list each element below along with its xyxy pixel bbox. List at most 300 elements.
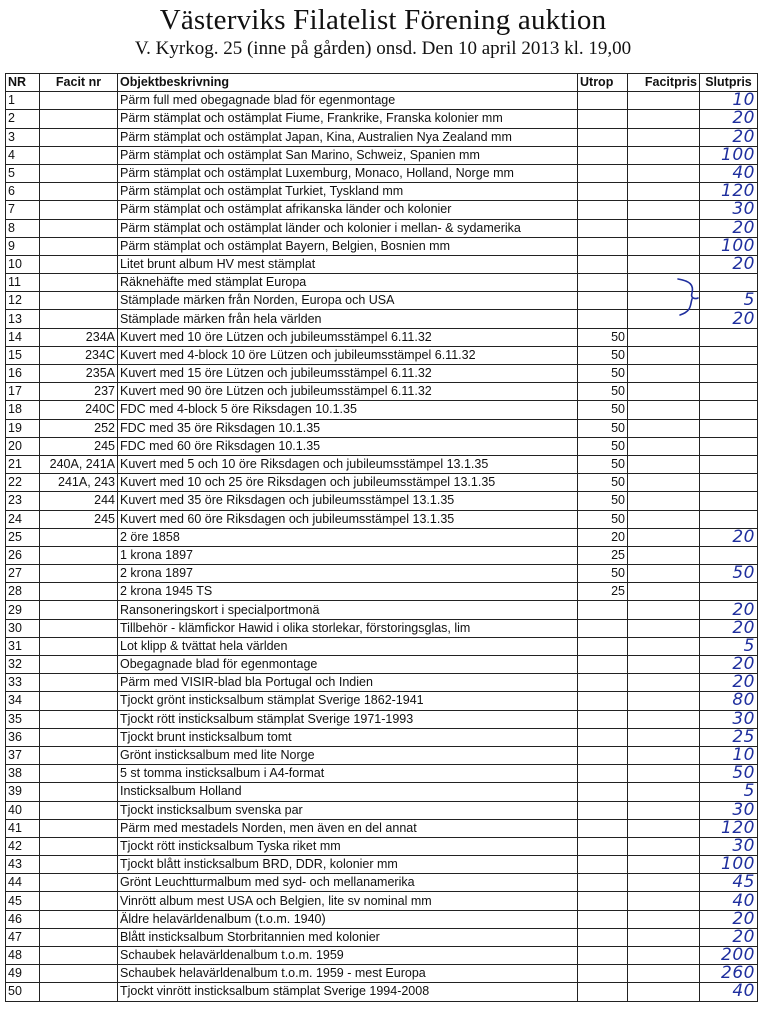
cell-facit-nr xyxy=(40,874,118,892)
cell-facitpris xyxy=(628,419,700,437)
cell-objektbeskrivning: Stämplade märken från hela världen xyxy=(118,310,578,328)
table-row xyxy=(6,928,758,946)
cell-objektbeskrivning: 2 krona 1897 xyxy=(118,565,578,583)
cell-nr: 21 xyxy=(6,455,40,473)
cell-facit-nr: 245 xyxy=(40,437,118,455)
cell-facitpris xyxy=(628,474,700,492)
cell-nr: 49 xyxy=(6,965,40,983)
cell-nr: 16 xyxy=(6,365,40,383)
cell-facitpris xyxy=(628,619,700,637)
cell-utrop xyxy=(578,928,628,946)
cell-nr: 38 xyxy=(6,765,40,783)
cell-facitpris xyxy=(628,874,700,892)
cell-facitpris xyxy=(628,274,700,292)
cell-utrop xyxy=(578,947,628,965)
cell-nr: 39 xyxy=(6,783,40,801)
cell-nr: 41 xyxy=(6,819,40,837)
cell-objektbeskrivning: Ransoneringskort i specialportmonä xyxy=(118,601,578,619)
cell-objektbeskrivning: Grönt insticksalbum med lite Norge xyxy=(118,746,578,764)
cell-utrop xyxy=(578,92,628,110)
cell-objektbeskrivning: Pärm stämplat och ostämplat Fiume, Frankrike, Franska kolonier mm xyxy=(118,110,578,128)
cell-utrop xyxy=(578,856,628,874)
table-row xyxy=(6,728,758,746)
table-row xyxy=(6,255,758,273)
cell-objektbeskrivning: Pärm full med obegagnade blad för egenmontage xyxy=(118,92,578,110)
cell-utrop xyxy=(578,728,628,746)
cell-objektbeskrivning: Kuvert med 15 öre Lützen och jubileumsstämpel 6.11.32 xyxy=(118,365,578,383)
cell-facitpris xyxy=(628,983,700,1001)
cell-facitpris xyxy=(628,492,700,510)
table-row xyxy=(6,274,758,292)
cell-facit-nr xyxy=(40,546,118,564)
cell-slutpris-handwritten: 80 xyxy=(700,692,758,710)
table-row xyxy=(6,546,758,564)
cell-facitpris xyxy=(628,728,700,746)
cell-facitpris xyxy=(628,692,700,710)
cell-facitpris xyxy=(628,746,700,764)
cell-facit-nr: 252 xyxy=(40,419,118,437)
cell-facitpris xyxy=(628,365,700,383)
cell-utrop xyxy=(578,292,628,310)
table-row xyxy=(6,983,758,1001)
cell-facit-nr xyxy=(40,274,118,292)
cell-facit-nr xyxy=(40,164,118,182)
cell-facitpris xyxy=(628,383,700,401)
cell-facit-nr xyxy=(40,746,118,764)
table-row xyxy=(6,164,758,182)
table-row xyxy=(6,92,758,110)
table-row xyxy=(6,856,758,874)
cell-facitpris xyxy=(628,928,700,946)
cell-objektbeskrivning: 2 krona 1945 TS xyxy=(118,583,578,601)
cell-objektbeskrivning: Litet brunt album HV mest stämplat xyxy=(118,255,578,273)
cell-objektbeskrivning: Blått insticksalbum Storbritannien med kolonier xyxy=(118,928,578,946)
cell-nr: 10 xyxy=(6,255,40,273)
cell-slutpris-handwritten xyxy=(700,583,758,601)
cell-slutpris-handwritten: 30 xyxy=(700,801,758,819)
cell-nr: 45 xyxy=(6,892,40,910)
cell-utrop xyxy=(578,801,628,819)
cell-slutpris-handwritten xyxy=(700,419,758,437)
cell-facitpris xyxy=(628,710,700,728)
table-row xyxy=(6,619,758,637)
cell-objektbeskrivning: Kuvert med 35 öre Riksdagen och jubileumsstämpel 13.1.35 xyxy=(118,492,578,510)
cell-utrop: 50 xyxy=(578,455,628,473)
cell-nr: 13 xyxy=(6,310,40,328)
cell-objektbeskrivning: Tjockt grönt insticksalbum stämplat Sverige 1862-1941 xyxy=(118,692,578,710)
cell-facit-nr xyxy=(40,892,118,910)
cell-utrop xyxy=(578,674,628,692)
cell-slutpris-handwritten: 50 xyxy=(700,565,758,583)
cell-facitpris xyxy=(628,837,700,855)
cell-utrop xyxy=(578,201,628,219)
cell-facit-nr xyxy=(40,983,118,1001)
cell-objektbeskrivning: FDC med 60 öre Riksdagen 10.1.35 xyxy=(118,437,578,455)
cell-facitpris xyxy=(628,92,700,110)
table-row xyxy=(6,492,758,510)
cell-nr: 7 xyxy=(6,201,40,219)
cell-slutpris-handwritten xyxy=(700,437,758,455)
table-row xyxy=(6,419,758,437)
cell-nr: 4 xyxy=(6,146,40,164)
cell-utrop xyxy=(578,128,628,146)
cell-facit-nr xyxy=(40,237,118,255)
cell-facit-nr xyxy=(40,292,118,310)
cell-facitpris xyxy=(628,128,700,146)
cell-nr: 24 xyxy=(6,510,40,528)
table-row xyxy=(6,183,758,201)
cell-facit-nr xyxy=(40,619,118,637)
cell-facit-nr: 234A xyxy=(40,328,118,346)
cell-slutpris-handwritten xyxy=(700,455,758,473)
cell-facitpris xyxy=(628,237,700,255)
table-row xyxy=(6,746,758,764)
table-row xyxy=(6,801,758,819)
cell-objektbeskrivning: Obegagnade blad för egenmontage xyxy=(118,656,578,674)
cell-facit-nr xyxy=(40,146,118,164)
cell-facitpris xyxy=(628,346,700,364)
cell-objektbeskrivning: Lot klipp & tvättat hela världen xyxy=(118,637,578,655)
cell-utrop: 50 xyxy=(578,437,628,455)
cell-facitpris xyxy=(628,892,700,910)
cell-utrop: 25 xyxy=(578,546,628,564)
cell-facit-nr xyxy=(40,92,118,110)
page-subtitle: V. Kyrkog. 25 (inne på gården) onsd. Den 10 april 2013 kl. 19,00 xyxy=(134,38,632,59)
cell-nr: 27 xyxy=(6,565,40,583)
cell-facitpris xyxy=(628,783,700,801)
cell-objektbeskrivning: Tjockt insticksalbum svenska par xyxy=(118,801,578,819)
table-row xyxy=(6,601,758,619)
cell-slutpris-handwritten: 25 xyxy=(700,728,758,746)
table-row xyxy=(6,819,758,837)
cell-facitpris xyxy=(628,328,700,346)
cell-slutpris-handwritten: 30 xyxy=(700,710,758,728)
table-row xyxy=(6,474,758,492)
cell-utrop xyxy=(578,765,628,783)
cell-utrop xyxy=(578,183,628,201)
cell-utrop xyxy=(578,219,628,237)
cell-utrop xyxy=(578,110,628,128)
table-row xyxy=(6,292,758,310)
table-row xyxy=(6,656,758,674)
cell-slutpris-handwritten: 30 xyxy=(700,201,758,219)
cell-facit-nr: 237 xyxy=(40,383,118,401)
cell-facit-nr xyxy=(40,819,118,837)
cell-facit-nr: 234C xyxy=(40,346,118,364)
cell-objektbeskrivning: Insticksalbum Holland xyxy=(118,783,578,801)
cell-slutpris-handwritten: 260 xyxy=(700,965,758,983)
cell-utrop: 50 xyxy=(578,401,628,419)
cell-slutpris-handwritten: 40 xyxy=(700,164,758,182)
cell-utrop: 20 xyxy=(578,528,628,546)
table-row xyxy=(6,783,758,801)
cell-utrop xyxy=(578,892,628,910)
cell-utrop: 50 xyxy=(578,383,628,401)
cell-nr: 26 xyxy=(6,546,40,564)
cell-objektbeskrivning: Pärm stämplat och ostämplat afrikanska länder och kolonier xyxy=(118,201,578,219)
cell-objektbeskrivning: Pärm stämplat och ostämplat Japan, Kina, Australien Nya Zealand mm xyxy=(118,128,578,146)
cell-nr: 8 xyxy=(6,219,40,237)
cell-nr: 43 xyxy=(6,856,40,874)
cell-objektbeskrivning: Tjockt rött insticksalbum stämplat Sverige 1971-1993 xyxy=(118,710,578,728)
cell-nr: 5 xyxy=(6,164,40,182)
cell-facitpris xyxy=(628,674,700,692)
table-row xyxy=(6,910,758,928)
cell-objektbeskrivning: Tillbehör - klämfickor Hawid i olika storlekar, förstoringsglas, lim xyxy=(118,619,578,637)
cell-utrop xyxy=(578,910,628,928)
cell-facit-nr xyxy=(40,910,118,928)
table-row xyxy=(6,146,758,164)
table-row xyxy=(6,583,758,601)
column-header-utrop: Utrop xyxy=(578,74,628,92)
cell-nr: 32 xyxy=(6,656,40,674)
cell-facit-nr xyxy=(40,310,118,328)
table-row xyxy=(6,528,758,546)
cell-facitpris xyxy=(628,310,700,328)
cell-facitpris xyxy=(628,565,700,583)
cell-objektbeskrivning: Kuvert med 10 öre Lützen och jubileumsstämpel 6.11.32 xyxy=(118,328,578,346)
cell-objektbeskrivning: FDC med 4-block 5 öre Riksdagen 10.1.35 xyxy=(118,401,578,419)
cell-facitpris xyxy=(628,201,700,219)
table-row xyxy=(6,401,758,419)
cell-nr: 1 xyxy=(6,92,40,110)
cell-nr: 22 xyxy=(6,474,40,492)
cell-facit-nr xyxy=(40,947,118,965)
cell-facit-nr xyxy=(40,728,118,746)
cell-facitpris xyxy=(628,765,700,783)
cell-utrop xyxy=(578,637,628,655)
cell-nr: 37 xyxy=(6,746,40,764)
cell-slutpris-handwritten: 100 xyxy=(700,237,758,255)
cell-objektbeskrivning: Vinrött album mest USA och Belgien, lite sv nominal mm xyxy=(118,892,578,910)
cell-slutpris-handwritten: 120 xyxy=(700,819,758,837)
cell-utrop xyxy=(578,983,628,1001)
cell-nr: 48 xyxy=(6,947,40,965)
cell-nr: 17 xyxy=(6,383,40,401)
auction-table xyxy=(5,73,758,1002)
cell-slutpris-handwritten xyxy=(700,401,758,419)
column-header-facitpris: Facitpris xyxy=(628,74,700,92)
cell-facitpris xyxy=(628,183,700,201)
cell-facit-nr: 235A xyxy=(40,365,118,383)
table-header-row xyxy=(6,74,758,92)
cell-utrop xyxy=(578,710,628,728)
cell-facit-nr xyxy=(40,219,118,237)
cell-slutpris-handwritten: 45 xyxy=(700,874,758,892)
cell-objektbeskrivning: Pärm stämplat och ostämplat Luxemburg, Monaco, Holland, Norge mm xyxy=(118,164,578,182)
cell-facitpris xyxy=(628,219,700,237)
cell-slutpris-handwritten: 20 xyxy=(700,310,758,328)
cell-utrop: 50 xyxy=(578,346,628,364)
cell-nr: 34 xyxy=(6,692,40,710)
cell-facitpris xyxy=(628,437,700,455)
cell-objektbeskrivning: Pärm stämplat och ostämplat San Marino, Schweiz, Spanien mm xyxy=(118,146,578,164)
cell-nr: 2 xyxy=(6,110,40,128)
cell-objektbeskrivning: Tjockt blått insticksalbum BRD, DDR, kolonier mm xyxy=(118,856,578,874)
cell-facit-nr xyxy=(40,801,118,819)
table-row xyxy=(6,637,758,655)
cell-nr: 15 xyxy=(6,346,40,364)
cell-nr: 33 xyxy=(6,674,40,692)
cell-facit-nr xyxy=(40,710,118,728)
cell-facit-nr xyxy=(40,201,118,219)
cell-objektbeskrivning: Pärm med mestadels Norden, men även en del annat xyxy=(118,819,578,837)
table-row xyxy=(6,328,758,346)
cell-facit-nr: 245 xyxy=(40,510,118,528)
cell-facit-nr xyxy=(40,528,118,546)
cell-objektbeskrivning: Kuvert med 4-block 10 öre Lützen och jubileumsstämpel 6.11.32 xyxy=(118,346,578,364)
cell-nr: 30 xyxy=(6,619,40,637)
cell-slutpris-handwritten xyxy=(700,365,758,383)
cell-facit-nr xyxy=(40,183,118,201)
cell-slutpris-handwritten xyxy=(700,328,758,346)
cell-facitpris xyxy=(628,292,700,310)
cell-utrop xyxy=(578,274,628,292)
cell-facitpris xyxy=(628,637,700,655)
cell-facitpris xyxy=(628,965,700,983)
cell-slutpris-handwritten: 10 xyxy=(700,92,758,110)
table-row xyxy=(6,310,758,328)
cell-facit-nr xyxy=(40,110,118,128)
cell-objektbeskrivning: Pärm stämplat och ostämplat Bayern, Belgien, Bosnien mm xyxy=(118,237,578,255)
cell-objektbeskrivning: Kuvert med 90 öre Lützen och jubileumsstämpel 6.11.32 xyxy=(118,383,578,401)
cell-facit-nr: 241A, 243 xyxy=(40,474,118,492)
cell-utrop: 50 xyxy=(578,565,628,583)
cell-facit-nr xyxy=(40,565,118,583)
cell-objektbeskrivning: Stämplade märken från Norden, Europa och USA xyxy=(118,292,578,310)
cell-objektbeskrivning: Grönt Leuchtturmalbum med syd- och mellanamerika xyxy=(118,874,578,892)
cell-utrop xyxy=(578,783,628,801)
table-row xyxy=(6,947,758,965)
cell-utrop xyxy=(578,965,628,983)
cell-nr: 35 xyxy=(6,710,40,728)
cell-slutpris-handwritten xyxy=(700,383,758,401)
cell-nr: 40 xyxy=(6,801,40,819)
cell-nr: 23 xyxy=(6,492,40,510)
cell-objektbeskrivning: Kuvert med 5 och 10 öre Riksdagen och jubileumsstämpel 13.1.35 xyxy=(118,455,578,473)
cell-objektbeskrivning: 1 krona 1897 xyxy=(118,546,578,564)
cell-facit-nr xyxy=(40,637,118,655)
cell-slutpris-handwritten xyxy=(700,492,758,510)
table-row xyxy=(6,437,758,455)
cell-slutpris-handwritten xyxy=(700,546,758,564)
table-row xyxy=(6,201,758,219)
cell-utrop xyxy=(578,237,628,255)
cell-objektbeskrivning: Pärm med VISIR-blad bla Portugal och Indien xyxy=(118,674,578,692)
cell-facitpris xyxy=(628,528,700,546)
cell-facitpris xyxy=(628,601,700,619)
cell-facitpris xyxy=(628,819,700,837)
cell-facit-nr: 244 xyxy=(40,492,118,510)
cell-facitpris xyxy=(628,856,700,874)
cell-slutpris-handwritten: 20 xyxy=(700,656,758,674)
cell-facit-nr xyxy=(40,601,118,619)
cell-utrop: 50 xyxy=(578,419,628,437)
cell-utrop xyxy=(578,837,628,855)
cell-facit-nr xyxy=(40,783,118,801)
cell-facitpris xyxy=(628,656,700,674)
cell-utrop xyxy=(578,601,628,619)
cell-utrop xyxy=(578,619,628,637)
cell-objektbeskrivning: Kuvert med 10 och 25 öre Riksdagen och jubileumsstämpel 13.1.35 xyxy=(118,474,578,492)
cell-objektbeskrivning: Tjockt brunt insticksalbum tomt xyxy=(118,728,578,746)
table-row xyxy=(6,455,758,473)
cell-objektbeskrivning: Pärm stämplat och ostämplat länder och kolonier i mellan- & sydamerika xyxy=(118,219,578,237)
cell-slutpris-handwritten xyxy=(700,274,758,292)
cell-slutpris-handwritten xyxy=(700,346,758,364)
table-row xyxy=(6,565,758,583)
cell-nr: 6 xyxy=(6,183,40,201)
cell-nr: 3 xyxy=(6,128,40,146)
cell-facitpris xyxy=(628,164,700,182)
cell-slutpris-handwritten: 30 xyxy=(700,837,758,855)
column-header-objektbeskrivning: Objektbeskrivning xyxy=(118,74,578,92)
cell-utrop xyxy=(578,656,628,674)
cell-slutpris-handwritten: 20 xyxy=(700,619,758,637)
cell-nr: 44 xyxy=(6,874,40,892)
cell-nr: 46 xyxy=(6,910,40,928)
table-row xyxy=(6,710,758,728)
cell-objektbeskrivning: Schaubek helavärldenalbum t.o.m. 1959 - mest Europa xyxy=(118,965,578,983)
cell-facitpris xyxy=(628,546,700,564)
cell-nr: 31 xyxy=(6,637,40,655)
cell-utrop xyxy=(578,746,628,764)
cell-nr: 20 xyxy=(6,437,40,455)
cell-objektbeskrivning: 5 st tomma insticksalbum i A4-format xyxy=(118,765,578,783)
cell-facitpris xyxy=(628,583,700,601)
cell-utrop: 25 xyxy=(578,583,628,601)
table-row xyxy=(6,874,758,892)
cell-nr: 36 xyxy=(6,728,40,746)
cell-slutpris-handwritten: 20 xyxy=(700,674,758,692)
cell-facitpris xyxy=(628,255,700,273)
cell-nr: 42 xyxy=(6,837,40,855)
cell-nr: 29 xyxy=(6,601,40,619)
cell-slutpris-handwritten: 50 xyxy=(700,765,758,783)
cell-slutpris-handwritten: 20 xyxy=(700,928,758,946)
cell-slutpris-handwritten: 20 xyxy=(700,128,758,146)
cell-objektbeskrivning: Tjockt rött insticksalbum Tyska riket mm xyxy=(118,837,578,855)
cell-facit-nr: 240C xyxy=(40,401,118,419)
cell-facit-nr xyxy=(40,965,118,983)
cell-facit-nr xyxy=(40,856,118,874)
cell-objektbeskrivning: Kuvert med 60 öre Riksdagen och jubileumsstämpel 13.1.35 xyxy=(118,510,578,528)
cell-nr: 11 xyxy=(6,274,40,292)
cell-nr: 9 xyxy=(6,237,40,255)
cell-slutpris-handwritten: 5 xyxy=(700,292,758,310)
cell-slutpris-handwritten: 100 xyxy=(700,856,758,874)
cell-utrop xyxy=(578,164,628,182)
table-row xyxy=(6,510,758,528)
cell-objektbeskrivning: Schaubek helavärldenalbum t.o.m. 1959 xyxy=(118,947,578,965)
cell-facit-nr xyxy=(40,255,118,273)
cell-slutpris-handwritten: 40 xyxy=(700,983,758,1001)
cell-slutpris-handwritten xyxy=(700,510,758,528)
table-row xyxy=(6,237,758,255)
cell-objektbeskrivning: Pärm stämplat och ostämplat Turkiet, Tyskland mm xyxy=(118,183,578,201)
cell-nr: 19 xyxy=(6,419,40,437)
table-row xyxy=(6,383,758,401)
table-row xyxy=(6,110,758,128)
cell-nr: 25 xyxy=(6,528,40,546)
cell-slutpris-handwritten xyxy=(700,474,758,492)
cell-slutpris-handwritten: 5 xyxy=(700,637,758,655)
column-header-facit-nr: Facit nr xyxy=(40,74,118,92)
cell-facit-nr xyxy=(40,583,118,601)
cell-utrop xyxy=(578,255,628,273)
cell-facit-nr xyxy=(40,692,118,710)
table-row xyxy=(6,692,758,710)
